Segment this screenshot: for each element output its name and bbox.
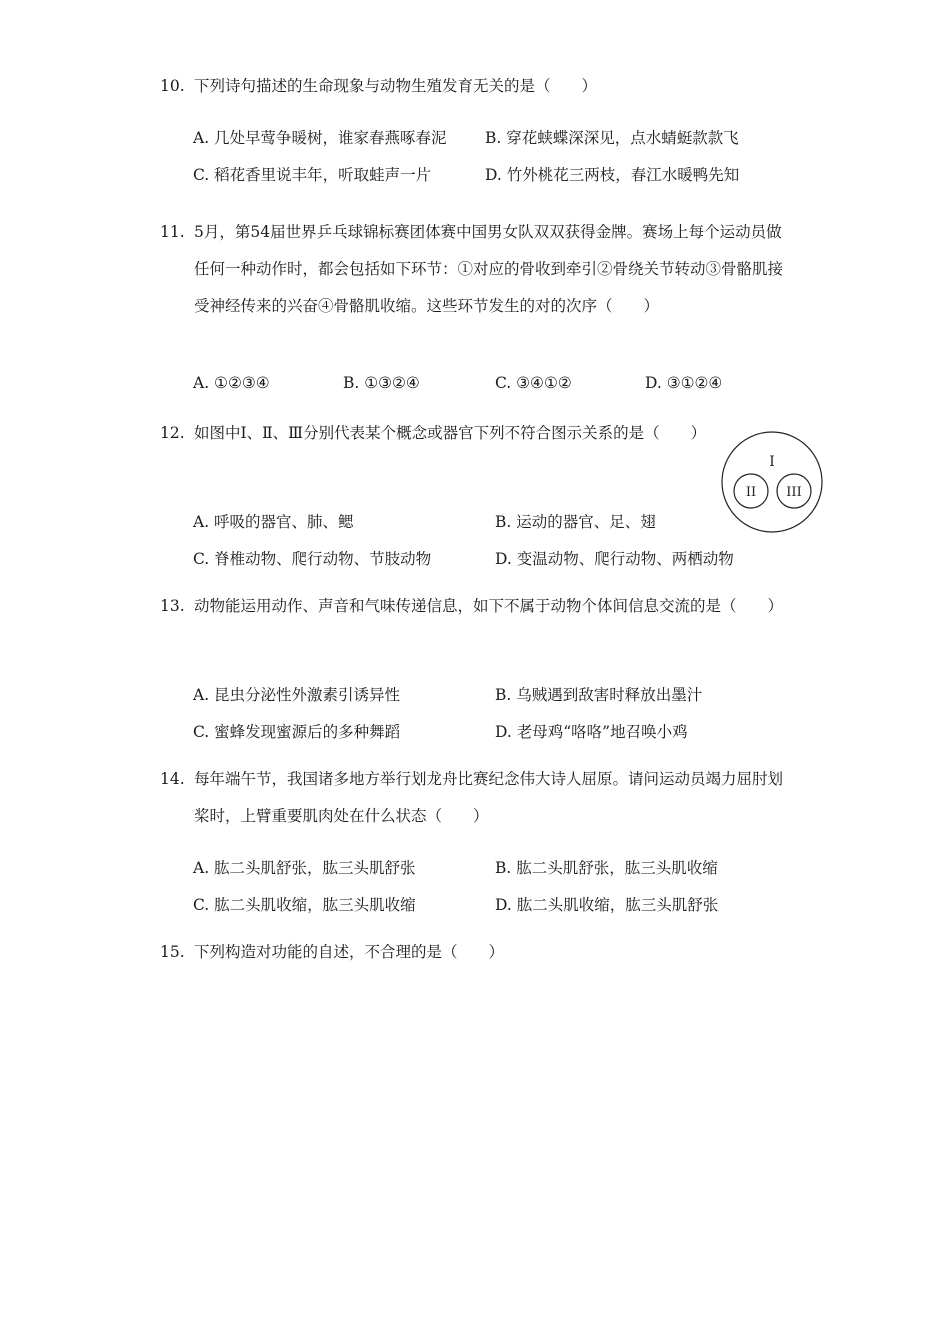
question-11 [160,214,784,325]
option-b: B. 乌贼遇到敌害时释放出墨汁 [495,686,703,704]
option-c: C. 稻花香里说丰年，听取蛙声一片 [193,166,432,184]
option-a: A. ①②③④ [193,374,270,392]
question-stem: 5月，第54届世界乒乓球锦标赛团体赛中国男女队双双获得金牌。赛场上每个运动员做任何一种动作时，都会包括如下环节：①对应的骨收到牵引②骨绕关节转动③骨骼肌接受神经传来的兴奋④骨骼肌收缩。这些环节发生的对的次序（ ） [194,223,784,315]
option-a: A. 昆虫分泌性外激素引诱异性 [193,686,401,704]
question-10 [160,68,800,105]
question-12 [160,415,708,452]
option-a: A. 呼吸的器官、肺、鳃 [193,513,354,531]
question-stem: 动物能运用动作、声音和气味传递信息，如下不属于动物个体间信息交流的是（ ） [194,597,784,615]
option-d: D. 老母鸡“咯咯”地召唤小鸡 [495,723,688,741]
option-b: B. ①③②④ [343,374,420,392]
question-stem: 下列诗句描述的生命现象与动物生殖发育无关的是（ ） [194,77,598,95]
question-number: 14. [160,770,185,788]
option-c: C. 肱二头肌收缩，肱三头肌收缩 [193,896,416,914]
option-c: C. ③④①② [495,374,572,392]
question-15 [160,934,800,971]
question-number: 12. [160,424,185,442]
label-outer: I [769,454,775,470]
option-b: B. 穿花蛱蝶深深见，点水蜻蜓款款飞 [485,129,739,147]
question-number: 15. [160,943,185,961]
venn-diagram [720,430,824,534]
question-number: 11. [160,223,185,241]
question-14 [160,761,784,835]
option-a: A. 几处早莺争暖树，谁家春燕啄春泥 [193,129,447,147]
question-stem: 每年端午节，我国诸多地方举行划龙舟比赛纪念伟大诗人屈原。请问运动员竭力屈肘划桨时，上臂重要肌肉处在什么状态（ ） [194,770,784,825]
option-d: D. 竹外桃花三两枝，春江水暖鸭先知 [485,166,740,184]
option-b: B. 肱二头肌舒张，肱三头肌收缩 [495,859,718,877]
option-d: D. 肱二头肌收缩，肱三头肌舒张 [495,896,719,914]
option-d: D. ③①②④ [645,374,723,392]
question-number: 13. [160,597,185,615]
question-stem: 如图中Ⅰ、Ⅱ、Ⅲ分别代表某个概念或器官下列不符合图示关系的是（ ） [194,424,707,442]
question-number: 10. [160,77,185,95]
label-right: III [786,485,802,500]
option-a: A. 肱二头肌舒张，肱三头肌舒张 [193,859,416,877]
option-c: C. 蜜蜂发现蜜源后的多种舞蹈 [193,723,401,741]
question-13 [160,588,784,625]
question-stem: 下列构造对功能的自述，不合理的是（ ） [194,943,505,961]
option-c: C. 脊椎动物、爬行动物、节肢动物 [193,550,432,568]
option-d: D. 变温动物、爬行动物、两栖动物 [495,550,734,568]
label-left: II [745,485,757,500]
option-b: B. 运动的器官、足、翅 [495,513,656,531]
